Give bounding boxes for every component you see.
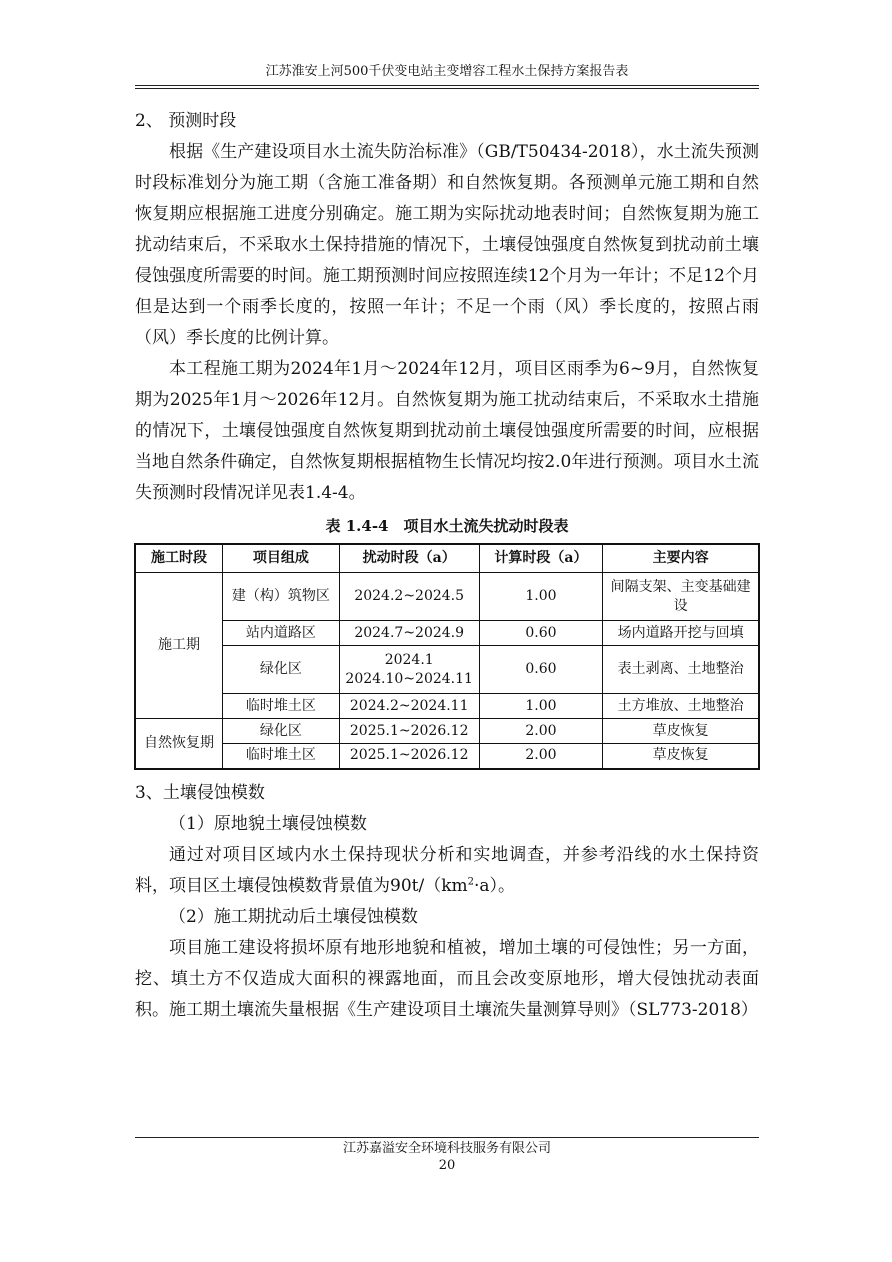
page-number: 20 bbox=[438, 1158, 456, 1173]
cell-calc: 2.00 bbox=[479, 744, 603, 769]
table-row bbox=[135, 646, 759, 694]
cell-calc: 2.00 bbox=[479, 719, 603, 744]
section-2-paragraph-2: 本工程施工期为2024年1月～2024年12月，项目区雨季为6~9月，自然恢复期为2025年1月～2026年12月。自然恢复期为施工扰动结束后，不采取水土措施的情况下，土壤侵蚀强度自然恢复期到扰动前土壤侵蚀强度所需要的时间，应根据当地自然条件确定，自然恢复期根据植物生长情况均按2.0年进行预测。项目水土流失预测时段情况详见表1.4-4。 bbox=[135, 359, 759, 503]
footer-company: 江苏嘉溢安全环境科技服务有限公司 bbox=[342, 1141, 551, 1156]
table-row bbox=[135, 744, 759, 769]
section-3-paragraph-1 bbox=[135, 840, 759, 902]
cell-calc: 0.60 bbox=[479, 646, 603, 694]
header-rule-double bbox=[135, 88, 759, 89]
section-3-heading: 3、土壤侵蚀模数 bbox=[135, 782, 265, 803]
cell-period bbox=[339, 646, 479, 694]
cell-period: 2024.7~2024.9 bbox=[339, 621, 479, 646]
group-construction-phase: 施工期 bbox=[135, 573, 223, 719]
section-2-paragraph-1: 根据《生产建设项目水土流失防治标准》（GB/T50434-2018），水土流失预测时段标准划分为施工期（含施工准备期）和自然恢复期。各预测单元施工期和自然恢复期应根据施工进度分别确定。施工期为实际扰动地表时间；自然恢复期为施工扰动结束后，不采取水土保持措施的情况下，土壤侵蚀强度自然恢复到扰动前土壤侵蚀强度所需要的时间。施工期预测时间应按照连续12个月为一年计；不足12个月但是达到一个雨季长度的，按照一年计；不足一个雨（风）季长度的，按照占雨（风）季长度的比例计算。 bbox=[135, 142, 759, 348]
table-caption: 表 1.4-4 项目水土流失扰动时段表 bbox=[325, 517, 569, 535]
cell-calc: 0.60 bbox=[479, 621, 603, 646]
group-natural-recovery: 自然恢复期 bbox=[135, 719, 223, 769]
cell-content: 间隔支架、主变基础建设 bbox=[603, 573, 759, 621]
cell-content: 草皮恢复 bbox=[603, 744, 759, 769]
cell-calc: 1.00 bbox=[479, 573, 603, 621]
subheading-construction-erosion: （2）施工期扰动后土壤侵蚀模数 bbox=[169, 906, 418, 927]
section-3-paragraph-2: 项目施工建设将损坏原有地形地貌和植被，增加土壤的可侵蚀性；另一方面，挖、填土方不仅造成大面积的裸露地面，而且会改变原地形，增大侵蚀扰动表面积。施工期土壤流失量根据《生产建设项目土壤流失量测算导则》（SL773-2018） bbox=[135, 937, 759, 1020]
cell-period: 2025.1~2026.12 bbox=[339, 744, 479, 769]
cell-period: 2024.2~2024.11 bbox=[339, 694, 479, 719]
cell-calc: 1.00 bbox=[479, 694, 603, 719]
cell-content: 表土剥离、土地整治 bbox=[603, 646, 759, 694]
header-disturbance-period: 扰动时段（a） bbox=[339, 544, 479, 573]
cell-part: 建（构）筑物区 bbox=[223, 573, 340, 621]
header-project-component: 项目组成 bbox=[223, 544, 340, 573]
page-header-title: 江苏淮安上河500千伏变电站主变增容工程水土保持方案报告表 bbox=[265, 64, 629, 79]
cell-content: 土方堆放、土地整治 bbox=[603, 694, 759, 719]
cell-part: 临时堆土区 bbox=[223, 744, 340, 769]
cell-part: 站内道路区 bbox=[223, 621, 340, 646]
cell-part: 临时堆土区 bbox=[223, 694, 340, 719]
cell-part: 绿化区 bbox=[223, 646, 340, 694]
erosion-text-before: 通过对项目区域内水土保持现状分析和实地调查，并参考沿线的水土保持资料，项目区土壤侵蚀模数背景值为90t/（km bbox=[135, 844, 759, 896]
table-row bbox=[135, 694, 759, 719]
header-main-content: 主要内容 bbox=[603, 544, 759, 573]
superscript-2: 2 bbox=[467, 875, 474, 887]
section-2-heading: 2、 预测时段 bbox=[135, 111, 237, 131]
table-row bbox=[135, 719, 759, 744]
cell-period: 2025.1~2026.12 bbox=[339, 719, 479, 744]
disturbance-period-table bbox=[134, 543, 760, 770]
document-body bbox=[135, 106, 759, 1026]
footer-rule bbox=[135, 1137, 759, 1138]
cell-period: 2024.2~2024.5 bbox=[339, 573, 479, 621]
subheading-original-erosion: （1）原地貌土壤侵蚀模数 bbox=[169, 813, 367, 834]
table-row bbox=[135, 573, 759, 621]
table-header-row bbox=[135, 544, 759, 573]
erosion-text-after: ·a）。 bbox=[474, 875, 516, 896]
header-rule bbox=[135, 85, 759, 86]
cell-period-line-2: 2024.10~2024.11 bbox=[345, 670, 473, 687]
cell-part: 绿化区 bbox=[223, 719, 340, 744]
table-row bbox=[135, 621, 759, 646]
header-construction-period: 施工时段 bbox=[135, 544, 223, 573]
cell-content: 场内道路开挖与回填 bbox=[603, 621, 759, 646]
header-calculation-period: 计算时段（a） bbox=[479, 544, 603, 573]
cell-content: 草皮恢复 bbox=[603, 719, 759, 744]
cell-period-line-1: 2024.1 bbox=[384, 651, 434, 668]
